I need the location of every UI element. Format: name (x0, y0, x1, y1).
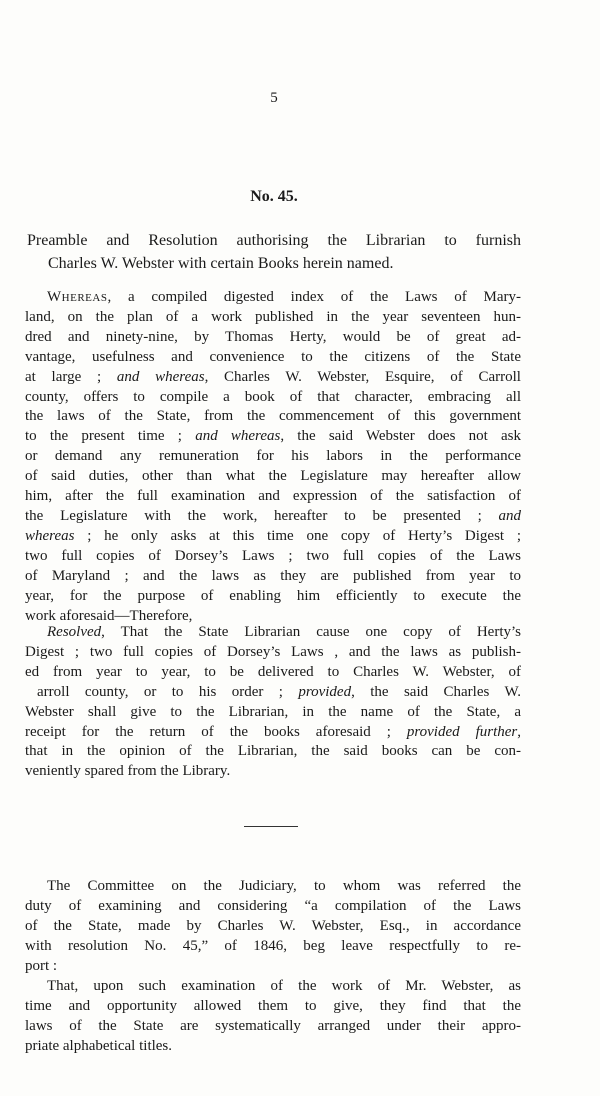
section-divider (244, 826, 298, 827)
text-line: work aforesaid—Therefore, (25, 607, 193, 624)
text-line: the Legislature with the work, hereafter to be presented ; and (25, 507, 521, 524)
text-line: Digest ; two full copies of Dorsey’s Laws , and the laws as publish- (25, 643, 521, 660)
text-line: or demand any remuneration for his labors in the performance (25, 448, 521, 465)
text-line: The Committee on the Judiciary, to whom was referred the (47, 878, 521, 894)
text-line: him, after the full examination and expression of the satisfaction of (25, 488, 521, 505)
page-number: 5 (270, 90, 278, 106)
document-number: No. 45. (250, 188, 298, 205)
text-line: county, offers to compile a book of that character, embracing all (25, 388, 521, 405)
preamble-paragraph (25, 288, 521, 626)
text-line: of Maryland ; and the laws as they are published from year to (25, 567, 521, 584)
text-line: Resolved, That the State Librarian cause one copy of Herty’s (47, 624, 521, 640)
text-line: of the State, made by Charles W. Webster, Esq., in accordance (25, 917, 521, 934)
text-line: at large ; and whereas, Charles W. Webster, Esquire, of Carroll (25, 368, 521, 385)
text-line: receipt for the return of the books aforesaid ; provided further, (25, 723, 521, 740)
finding-paragraph (25, 977, 521, 1057)
text-line: the laws of the State, from the commencement of this government (25, 408, 521, 425)
text-line: duty of examining and considering “a compilation of the Laws (25, 897, 521, 914)
committee-report-paragraph (25, 877, 521, 977)
text-line: veniently spared from the Library. (25, 763, 231, 780)
text-line: dred and ninety-nine, by Thomas Herty, would be of great ad- (25, 328, 521, 345)
text-line: to the present time ; and whereas, the said Webster does not ask (25, 428, 521, 445)
text-line: priate alphabetical titles. (25, 1037, 173, 1054)
opening-word: Whereas (47, 289, 108, 305)
text-line: year, for the purpose of enabling him efficiently to execute the (25, 587, 521, 604)
text-line: ed from year to year, to be delivered to Charles W. Webster, of (25, 663, 521, 680)
text-line: Whereas, a compiled digested index of the Laws of Mary- (47, 289, 521, 305)
document-heading (27, 229, 521, 275)
text-line: land, on the plan of a work published in the year seventeen hun- (25, 308, 521, 325)
text-line: arroll county, or to his order ; provided, the said Charles W. (37, 683, 521, 700)
text-line: that in the opinion of the Librarian, the said books can be con- (25, 743, 521, 760)
heading-line: Preamble and Resolution authorising the Librarian to furnish (27, 232, 521, 249)
opening-word: Resolved (47, 624, 102, 640)
text-line: with resolution No. 45,” of 1846, beg leave respectfully to re- (25, 937, 521, 954)
heading-line: Charles W. Webster with certain Books herein named. (48, 255, 394, 272)
resolution-paragraph (25, 623, 521, 782)
text-line: port : (25, 957, 58, 974)
text-line: whereas ; he only asks at this time one copy of Herty’s Digest ; (25, 527, 521, 544)
text-line: two full copies of Dorsey’s Laws ; two full copies of the Laws (25, 547, 521, 564)
text-line: time and opportunity allowed them to give, they find that the (25, 997, 521, 1014)
text-line: of said duties, other than what the Legislature may hereafter allow (25, 468, 521, 485)
text-line: laws of the State are systematically arranged under their appro- (25, 1017, 521, 1034)
text-line: That, upon such examination of the work of Mr. Webster, as (47, 978, 521, 994)
text-line: Webster shall give to the Librarian, in the name of the State, a (25, 703, 521, 720)
text-line: vantage, usefulness and convenience to the citizens of the State (25, 348, 521, 365)
